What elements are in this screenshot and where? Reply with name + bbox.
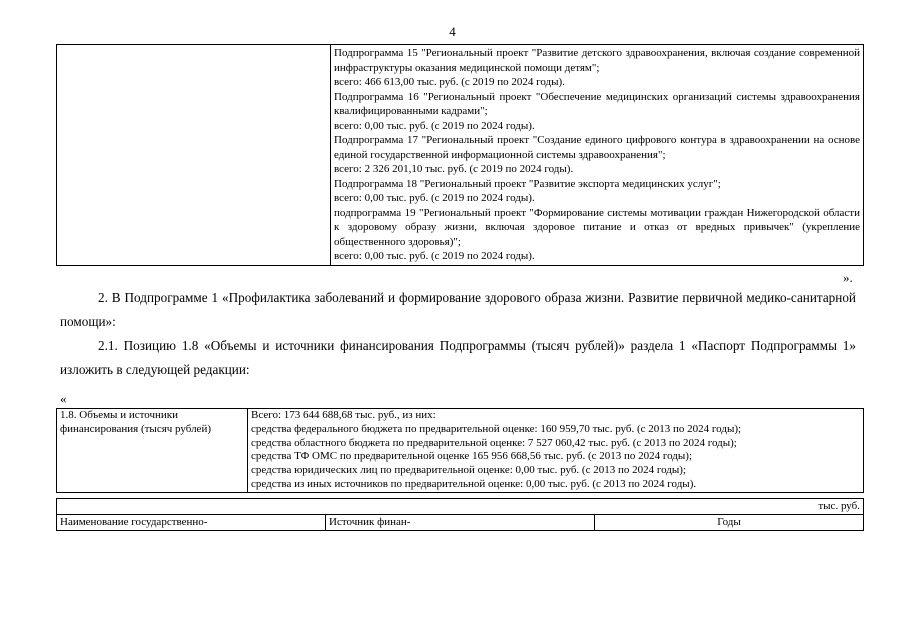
column-header-source: Источник финан- xyxy=(326,515,595,531)
funding-content-cell xyxy=(248,409,864,493)
subprogram-15-total: всего: 466 613,00 тыс. руб. (с 2019 по 2024 годы). xyxy=(334,76,565,88)
unit-label: тыс. руб. xyxy=(57,499,864,515)
funding-other-sources: средства из иных источников по предварительной оценке: 0,00 тыс. руб. (с 2013 по 2024 годы). xyxy=(251,477,697,490)
breakdown-table xyxy=(56,498,864,531)
funding-label-cell: 1.8. Объемы и источники финансирования (тысяч рублей) xyxy=(57,409,248,493)
column-header-name: Наименование государственно- xyxy=(57,515,326,531)
subprograms-label-cell xyxy=(57,45,331,266)
subprogram-18-title: Подпрограмма 18 "Региональный проект "Развитие экспорта медицинских услуг"; xyxy=(334,177,721,190)
opening-quote: « xyxy=(60,391,67,406)
subprograms-content-cell xyxy=(331,45,864,266)
subprogram-17-total: всего: 2 326 201,10 тыс. руб. (с 2019 по 2024 годы). xyxy=(334,163,574,175)
subprogram-17-title: Подпрограмма 17 "Региональный проект "Создание единого цифрового контура в здравоохранении на основе единой государственной информационной системы здравоохранения"; xyxy=(334,134,860,161)
closing-quote: ». xyxy=(843,270,853,285)
subprogram-16-title: Подпрограмма 16 "Региональный проект "Обеспечение медицинских организаций системы здравоохранения квалифицированными кадрами"; xyxy=(334,90,860,117)
subprogram-16-total: всего: 0,00 тыс. руб. (с 2019 по 2024 годы). xyxy=(334,119,535,132)
funding-table xyxy=(56,408,864,493)
paragraph-item-2-1: 2.1. Позицию 1.8 «Объемы и источники финансирования Подпрограммы (тысяч рублей)» раздела 1 «Паспорт Подпрограммы 1» изложить в следующей редакции: xyxy=(60,338,856,377)
paragraph-item-2: 2. В Подпрограмме 1 «Профилактика заболеваний и формирование здорового образа жизни. Развитие первичной медико-санитарной помощи»: xyxy=(60,290,856,329)
funding-total: Всего: 173 644 688,68 тыс. руб., из них: xyxy=(251,409,436,421)
subprogram-15-title: Подпрограмма 15 "Региональный проект "Развитие детского здравоохранения, включая создание современной инфраструктуры оказания медицинской помощи детям"; xyxy=(334,47,860,74)
funding-oms: средства ТФ ОМС по предварительной оценке 165 956 668,56 тыс. руб. (с 2013 по 2024 годы); xyxy=(251,450,693,463)
subprogram-19-total: всего: 0,00 тыс. руб. (с 2019 по 2024 годы). xyxy=(334,250,535,262)
subprograms-table xyxy=(56,44,864,266)
column-header-years: Годы xyxy=(595,515,864,531)
funding-legal-entities: средства юридических лиц по предварительной оценке: 0,00 тыс. руб. (с 2013 по 2024 годы); xyxy=(251,464,686,477)
subprogram-18-total: всего: 0,00 тыс. руб. (с 2019 по 2024 годы). xyxy=(334,192,535,204)
page-number: 4 xyxy=(449,24,456,39)
funding-federal: средства федерального бюджета по предварительной оценке: 160 959,70 тыс. руб. (с 2013 по 2024 годы); xyxy=(251,422,742,435)
funding-regional: средства областного бюджета по предварительной оценке: 7 527 060,42 тыс. руб. (с 2013 по 2024 годы); xyxy=(251,436,737,449)
subprogram-19-title: подпрограмма 19 "Региональный проект "Формирование системы мотивации граждан Нижегородской области к здоровому образу жизни, включая здоровое питание и отказ от вредных привычек" (укрепление общественного здоровья)"; xyxy=(334,206,860,248)
